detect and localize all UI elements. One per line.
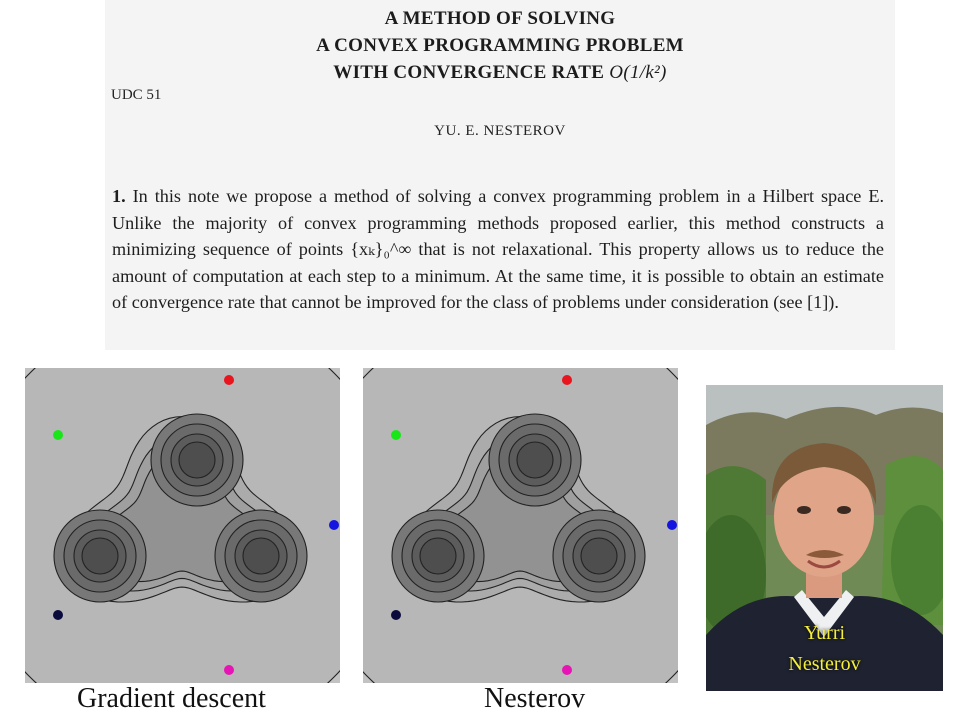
gd-basin-contour — [179, 442, 215, 478]
portrait-name-last: Nesterov — [788, 653, 861, 675]
gd-start-point — [53, 430, 63, 440]
nes-start-point — [391, 610, 401, 620]
paper-author: YU. E. NESTEROV — [434, 123, 566, 139]
gd-start-point — [224, 665, 234, 675]
nesterov-caption: Nesterov — [484, 683, 586, 714]
paper-title-line-3 — [105, 62, 895, 84]
gd-basin-contour — [243, 538, 279, 574]
gradient-descent-plot — [25, 368, 340, 683]
contour-plot-gradient-descent — [25, 368, 340, 683]
nesterov-portrait — [706, 385, 943, 691]
paper-title-line-3-text: WITH CONVERGENCE RATE — [333, 62, 605, 83]
nes-start-point — [562, 665, 572, 675]
abstract-text: In this note we propose a method of solving a convex programming problem in a Hilbert space E. Unlike the majority of convex programming methods proposed earlier, this method constructs a minimizing sequence of points {xₖ}₀^∞ that is not relaxational. This property allows us to reduce the amount of computation at each step to a minimum. At the same time, it is possible to obtain an estimate of convergence rate that cannot be improved for the class of problems under consideration (see [1]). — [112, 186, 884, 312]
nes-start-point — [391, 430, 401, 440]
nes-basin-contour — [581, 538, 617, 574]
udc-code: UDC 51 — [111, 87, 162, 103]
nesterov-plot — [363, 368, 678, 683]
gd-start-point — [224, 375, 234, 385]
paper-title-line-1: A METHOD OF SOLVING — [384, 8, 616, 29]
nes-start-point — [562, 375, 572, 385]
contour-plot-nesterov — [363, 368, 678, 683]
paragraph-number: 1. — [112, 186, 126, 206]
gd-basin-contour — [82, 538, 118, 574]
gd-start-point — [329, 520, 339, 530]
nes-start-point — [667, 520, 677, 530]
paper-abstract — [112, 183, 884, 316]
gradient-descent-caption: Gradient descent — [77, 683, 266, 714]
gd-start-point — [53, 610, 63, 620]
convergence-rate-math: O(1/k²) — [609, 62, 667, 83]
portrait-name-first: Yurri — [803, 622, 846, 644]
nes-basin-contour — [420, 538, 456, 574]
nes-basin-contour — [517, 442, 553, 478]
paper-title-line-2: A CONVEX PROGRAMMING PROBLEM — [316, 35, 684, 56]
paper-excerpt — [105, 0, 895, 350]
